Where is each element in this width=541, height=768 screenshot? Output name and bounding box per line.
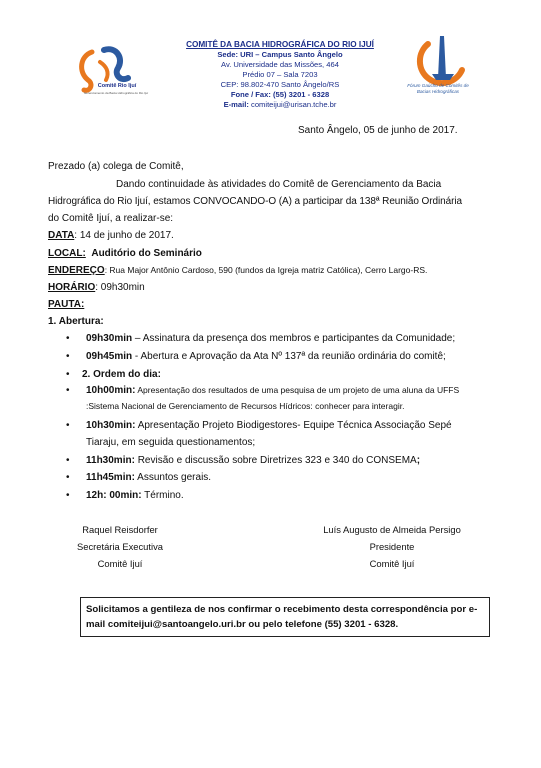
agenda-end: ;	[416, 455, 421, 466]
paragraph-line-2: Hidrográfica do Rio Ijuí, estamos CONVOCANDO-O (A) a participar da 138ª Reunião Ordinária	[48, 196, 462, 207]
bullet-icon: •	[66, 385, 70, 396]
signature-right	[305, 521, 479, 572]
signature-name: Raquel Reisdorfer	[82, 524, 158, 535]
email-label: E-mail:	[223, 100, 249, 109]
letter-date: Santo Ângelo, 05 de junho de 2017.	[298, 125, 458, 136]
signature-name: Luís Augusto de Almeida Persigo	[323, 524, 461, 535]
time-label: HORÁRIO	[48, 282, 96, 293]
bullet-icon: •	[66, 369, 70, 380]
date-field	[48, 227, 174, 244]
left-logo-subcaption: Gerenciamento da Bacia Hidrográfica do Rio Ijuí	[83, 91, 149, 95]
agenda-item-1030-cont: Tiaraju, em seguida questionamentos;	[86, 437, 256, 448]
agenda-item-1000	[86, 382, 459, 399]
agenda-heading: PAUTA:	[48, 299, 85, 310]
letterhead-building: Prédio 07 – Sala 7203	[242, 70, 318, 79]
agenda-time: 11h45min:	[86, 472, 135, 483]
letterhead-email: comiteijui@urisan.tche.br	[251, 100, 337, 109]
signature-role: Secretária Executiva	[77, 541, 163, 552]
address-label: ENDEREÇO	[48, 265, 105, 276]
agenda-text: Término.	[141, 490, 184, 501]
agenda-item-1130	[86, 452, 420, 469]
letterhead-phone: Fone / Fax: (55) 3201 - 6328	[230, 90, 330, 99]
paragraph-line-1: Dando continuidade às atividades do Comitê de Gerenciamento da Bacia	[116, 179, 442, 190]
agenda-text: - Abertura e Aprovação da Ata Nº 137ª da reunião ordinária do comitê;	[132, 351, 446, 362]
letterhead-cep: CEP: 98.802-470 Santo Ângelo/RS	[220, 80, 340, 89]
local-value: Auditório do Seminário	[91, 248, 202, 259]
notice-line-2: mail comiteijui@santoangelo.uri.br ou pelo telefone (55) 3201 - 6328.	[86, 619, 399, 630]
bullet-icon: •	[66, 472, 70, 483]
agenda-time: 11h30min:	[86, 455, 135, 466]
signature-org: Comitê Ijuí	[97, 558, 143, 569]
local-field	[48, 245, 202, 262]
order-of-day-heading: 2. Ordem do dia:	[82, 369, 161, 380]
greeting: Prezado (a) colega de Comitê,	[48, 161, 184, 172]
agenda-time: 12h: 00min:	[86, 490, 142, 501]
signature-org: Comitê Ijuí	[369, 558, 415, 569]
agenda-text: Apresentação dos resultados de uma pesquisa de um projeto de uma aluna da UFFS	[135, 385, 460, 395]
left-logo-caption: Comitê Rio Ijuí	[97, 83, 137, 89]
confirmation-notice-box	[80, 597, 490, 637]
agenda-item-1000-cont: :Sistema Nacional de Gerenciamento de Recursos Hídricos: conhecer para interagir.	[86, 401, 405, 411]
address-field	[48, 262, 427, 279]
agenda-time: 10h00min:	[86, 385, 136, 396]
agenda-text: – Assinatura da presença dos membros e participantes da Comunidade;	[132, 333, 456, 344]
letterhead-address: Av. Universidade das Missões, 464	[221, 60, 339, 69]
agenda-time: 09h45min	[86, 351, 133, 362]
agenda-item-0945	[86, 348, 446, 365]
agenda-item-0930	[86, 330, 455, 347]
agenda-time: 09h30min	[86, 333, 133, 344]
bullet-icon: •	[66, 333, 70, 344]
time-value: : 09h30min	[95, 282, 145, 293]
agenda-text: Revisão e discussão sobre Diretrizes 323 e 340 do CONSEMA	[134, 455, 417, 466]
bullet-icon: •	[66, 420, 70, 431]
letterhead-title: COMITÊ DA BACIA HIDROGRÁFICA DO RIO IJUÍ	[186, 40, 374, 49]
date-label: DATA	[48, 230, 75, 241]
letterhead-sede: Sede: URI – Campus Santo Ângelo	[217, 50, 343, 59]
bullet-icon: •	[66, 351, 70, 362]
opening-heading: 1. Abertura:	[48, 316, 104, 327]
signature-left	[58, 521, 182, 572]
agenda-text: Assuntos gerais.	[134, 472, 212, 483]
agenda-item-1145	[86, 469, 211, 486]
agenda-item-1030	[86, 417, 488, 434]
address-value: : Rua Major Antônio Cardoso, 590 (fundos da Igreja matriz Católica), Cerro Largo-RS.	[104, 265, 428, 275]
right-logo-caption: Fórum Gaúcho de Comitês de Bacias Hidrográficas	[407, 83, 469, 94]
signature-role: Presidente	[369, 541, 415, 552]
local-label: LOCAL:	[48, 248, 86, 259]
paragraph-line-3: do Comitê Ijuí, a realizar-se:	[48, 213, 174, 224]
agenda-text: Apresentação Projeto Biodigestores- Equipe Técnica Associação Sepé	[135, 420, 452, 431]
bullet-icon: •	[66, 455, 70, 466]
time-field	[48, 279, 145, 296]
notice-line-1: Solicitamos a gentileza de nos confirmar o recebimento desta correspondência por e-	[86, 604, 478, 615]
date-value: : 14 de junho de 2017.	[74, 230, 174, 241]
bullet-icon: •	[66, 490, 70, 501]
letterhead	[150, 40, 410, 110]
agenda-item-1200	[86, 487, 184, 504]
agenda-time: 10h30min:	[86, 420, 136, 431]
